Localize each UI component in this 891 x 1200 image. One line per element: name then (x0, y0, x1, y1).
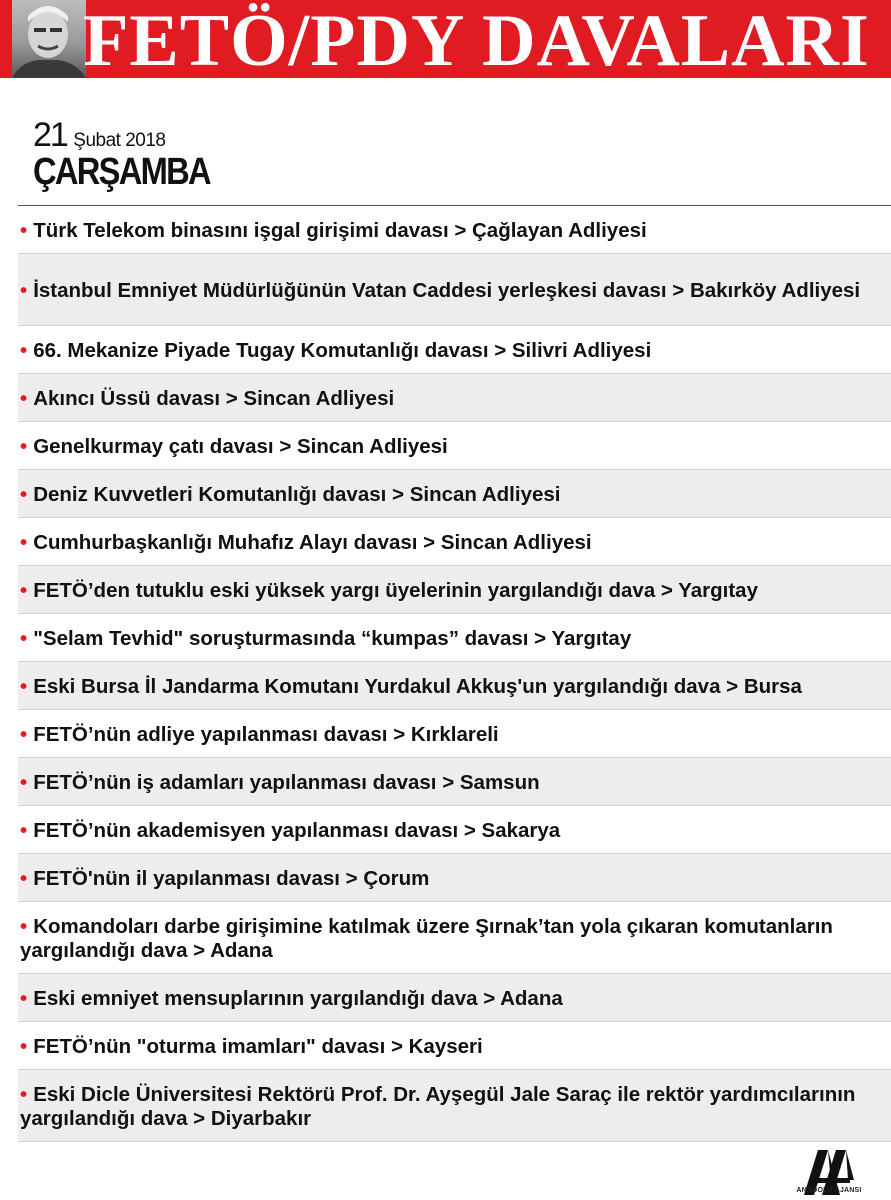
list-item (18, 566, 891, 614)
list-item-text: Eski emniyet mensuplarının yargılandığı dava > Adana (33, 986, 563, 1010)
bullet-icon: • (20, 278, 28, 302)
date-month-year: Şubat 2018 (73, 130, 166, 151)
bullet-icon: • (20, 866, 28, 890)
list-item (18, 614, 891, 662)
list-item (18, 854, 891, 902)
list-item (18, 758, 891, 806)
header-banner (0, 0, 891, 78)
list-item (18, 374, 891, 422)
list-item (18, 206, 891, 254)
bullet-icon: • (20, 914, 28, 938)
logo-caption: ANADOLU AJANSI (796, 1187, 862, 1194)
list-item-text: 66. Mekanize Piyade Tugay Komutanlığı davası > Silivri Adliyesi (33, 338, 652, 362)
list-item-text: Genelkurmay çatı davası > Sincan Adliyesi (33, 434, 448, 458)
list-item (18, 518, 891, 566)
list-item-text: Eski Dicle Üniversitesi Rektörü Prof. Dr. Ayşegül Jale Saraç ile rektör yardımcılarının yargılandığı dava > Diyarbakır (20, 1082, 856, 1130)
date-weekday: ÇARŞAMBA (33, 151, 210, 193)
list-item (18, 1022, 891, 1070)
bullet-icon: • (20, 1082, 28, 1106)
list-item-text: FETÖ’nün "oturma imamları" davası > Kayseri (33, 1034, 483, 1058)
page-title: FETÖ/PDY DAVALARI (83, 0, 870, 78)
list-item-text: Akıncı Üssü davası > Sincan Adliyesi (33, 386, 395, 410)
list-item-text: Eski Bursa İl Jandarma Komutanı Yurdakul Akkuş'un yargılandığı dava > Bursa (33, 674, 802, 698)
list-item (18, 974, 891, 1022)
bullet-icon: • (20, 1034, 28, 1058)
list-item-text: Türk Telekom binasını işgal girişimi davası > Çağlayan Adliyesi (33, 218, 647, 242)
bullet-icon: • (20, 218, 28, 242)
list-item-text: FETÖ'nün il yapılanması davası > Çorum (33, 866, 430, 890)
bullet-icon: • (20, 386, 28, 410)
bullet-icon: • (20, 626, 28, 650)
list-item-text: Cumhurbaşkanlığı Muhafız Alayı davası > Sincan Adliyesi (33, 530, 592, 554)
bullet-icon: • (20, 578, 28, 602)
bullet-icon: • (20, 434, 28, 458)
list-item (18, 422, 891, 470)
bullet-icon: • (20, 818, 28, 842)
list-item (18, 1070, 891, 1142)
list-item (18, 326, 891, 374)
list-item-text: FETÖ’nün iş adamları yapılanması davası > Samsun (33, 770, 540, 794)
list-item-text: İstanbul Emniyet Müdürlüğünün Vatan Caddesi yerleşkesi davası > Bakırköy Adliyesi (33, 278, 861, 302)
list-item (18, 254, 891, 326)
bullet-icon: • (20, 986, 28, 1010)
list-item-text: Komandoları darbe girişimine katılmak üzere Şırnak’tan yola çıkaran komutanların yargılandığı dava > Adana (20, 914, 833, 962)
list-item-text: Deniz Kuvvetleri Komutanlığı davası > Sincan Adliyesi (33, 482, 561, 506)
list-item-text: "Selam Tevhid" soruşturmasında “kumpas” davası > Yargıtay (33, 626, 632, 650)
list-item (18, 902, 891, 974)
list-item (18, 470, 891, 518)
date-line (33, 116, 239, 155)
date-block (33, 116, 239, 194)
bullet-icon: • (20, 338, 28, 362)
list-item (18, 710, 891, 758)
date-day: 21 (33, 116, 67, 154)
list-item (18, 662, 891, 710)
list-item-text: FETÖ’nün akademisyen yapılanması davası > Sakarya (33, 818, 561, 842)
list-item (18, 806, 891, 854)
list-item-text: FETÖ’nün adliye yapılanması davası > Kırklareli (33, 722, 499, 746)
list-item-text: FETÖ’den tutuklu eski yüksek yargı üyelerinin yargılandığı dava > Yargıtay (33, 578, 758, 602)
case-list (18, 205, 891, 1142)
bullet-icon: • (20, 770, 28, 794)
bullet-icon: • (20, 530, 28, 554)
bullet-icon: • (20, 482, 28, 506)
bullet-icon: • (20, 722, 28, 746)
bullet-icon: • (20, 674, 28, 698)
